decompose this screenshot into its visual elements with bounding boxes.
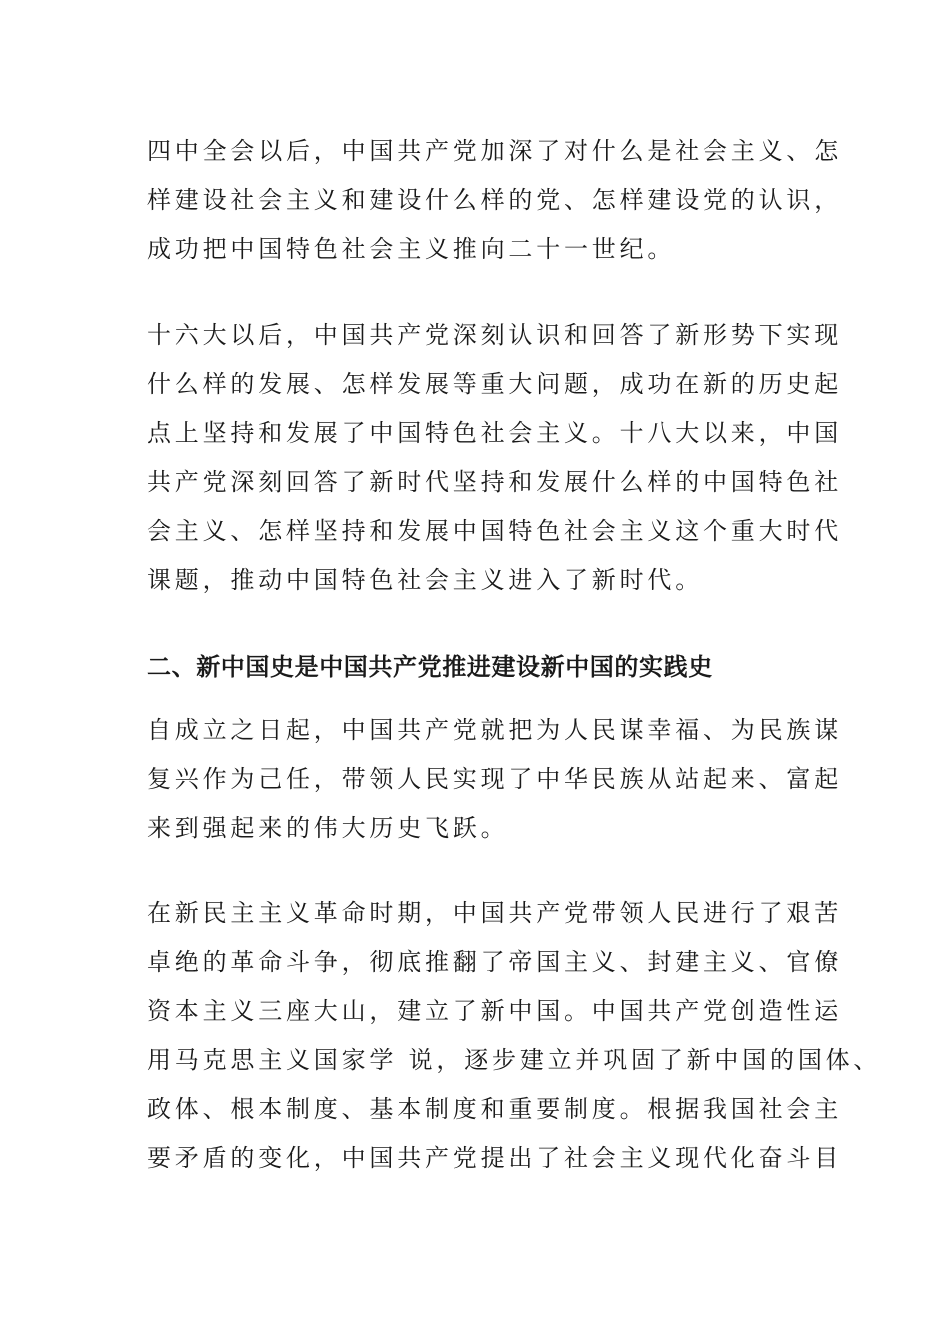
paragraph-3: [147, 706, 842, 853]
paragraph-line: 复兴作为己任，带领人民实现了中华民族从站起来、富起: [147, 765, 842, 793]
paragraph-line: 政体、根本制度、基本制度和重要制度。根据我国社会主: [147, 1095, 842, 1123]
paragraph-line: 点上坚持和发展了中国特色社会主义。十八大以来，中国: [147, 419, 842, 447]
paragraph-line: 自成立之日起，中国共产党就把为人民谋幸福、为民族谋: [147, 716, 842, 744]
paragraph-line: 来到强起来的伟大历史飞跃。: [147, 814, 509, 842]
paragraph-line: 什么样的发展、怎样发展等重大问题，成功在新的历史起: [147, 370, 842, 398]
paragraph-line: 十六大以后，中国共产党深刻认识和回答了新形势下实现: [147, 321, 842, 349]
paragraph-1: [147, 127, 842, 274]
paragraph-line: 成功把中国特色社会主义推向二十一世纪。: [147, 235, 676, 263]
paragraph-line: 样建设社会主义和建设什么样的党、怎样建设党的认识，: [147, 186, 842, 214]
paragraph-line: 四中全会以后，中国共产党加深了对什么是社会主义、怎: [147, 137, 842, 165]
paragraph-line: 共产党深刻回答了新时代坚持和发展什么样的中国特色社: [147, 468, 842, 496]
paragraph-line: 用马克思主义国家学 说，逐步建立并巩固了新中国的国体、: [147, 1046, 882, 1074]
paragraph-line: 在新民主主义革命时期，中国共产党带领人民进行了艰苦: [147, 899, 842, 927]
paragraph-line: 会主义、怎样坚持和发展中国特色社会主义这个重大时代: [147, 517, 842, 545]
paragraph-line: 要矛盾的变化，中国共产党提出了社会主义现代化奋斗目: [147, 1144, 842, 1172]
paragraph-4: [147, 889, 882, 1183]
section-heading: 二、新中国史是中国共产党推进建设新中国的实践史: [147, 653, 713, 681]
paragraph-line: 资本主义三座大山，建立了新中国。中国共产党创造性运: [147, 997, 842, 1025]
paragraph-line: 卓绝的革命斗争，彻底推翻了帝国主义、封建主义、官僚: [147, 948, 842, 976]
paragraph-line: 课题，推动中国特色社会主义进入了新时代。: [147, 566, 703, 594]
paragraph-2: [147, 311, 842, 605]
